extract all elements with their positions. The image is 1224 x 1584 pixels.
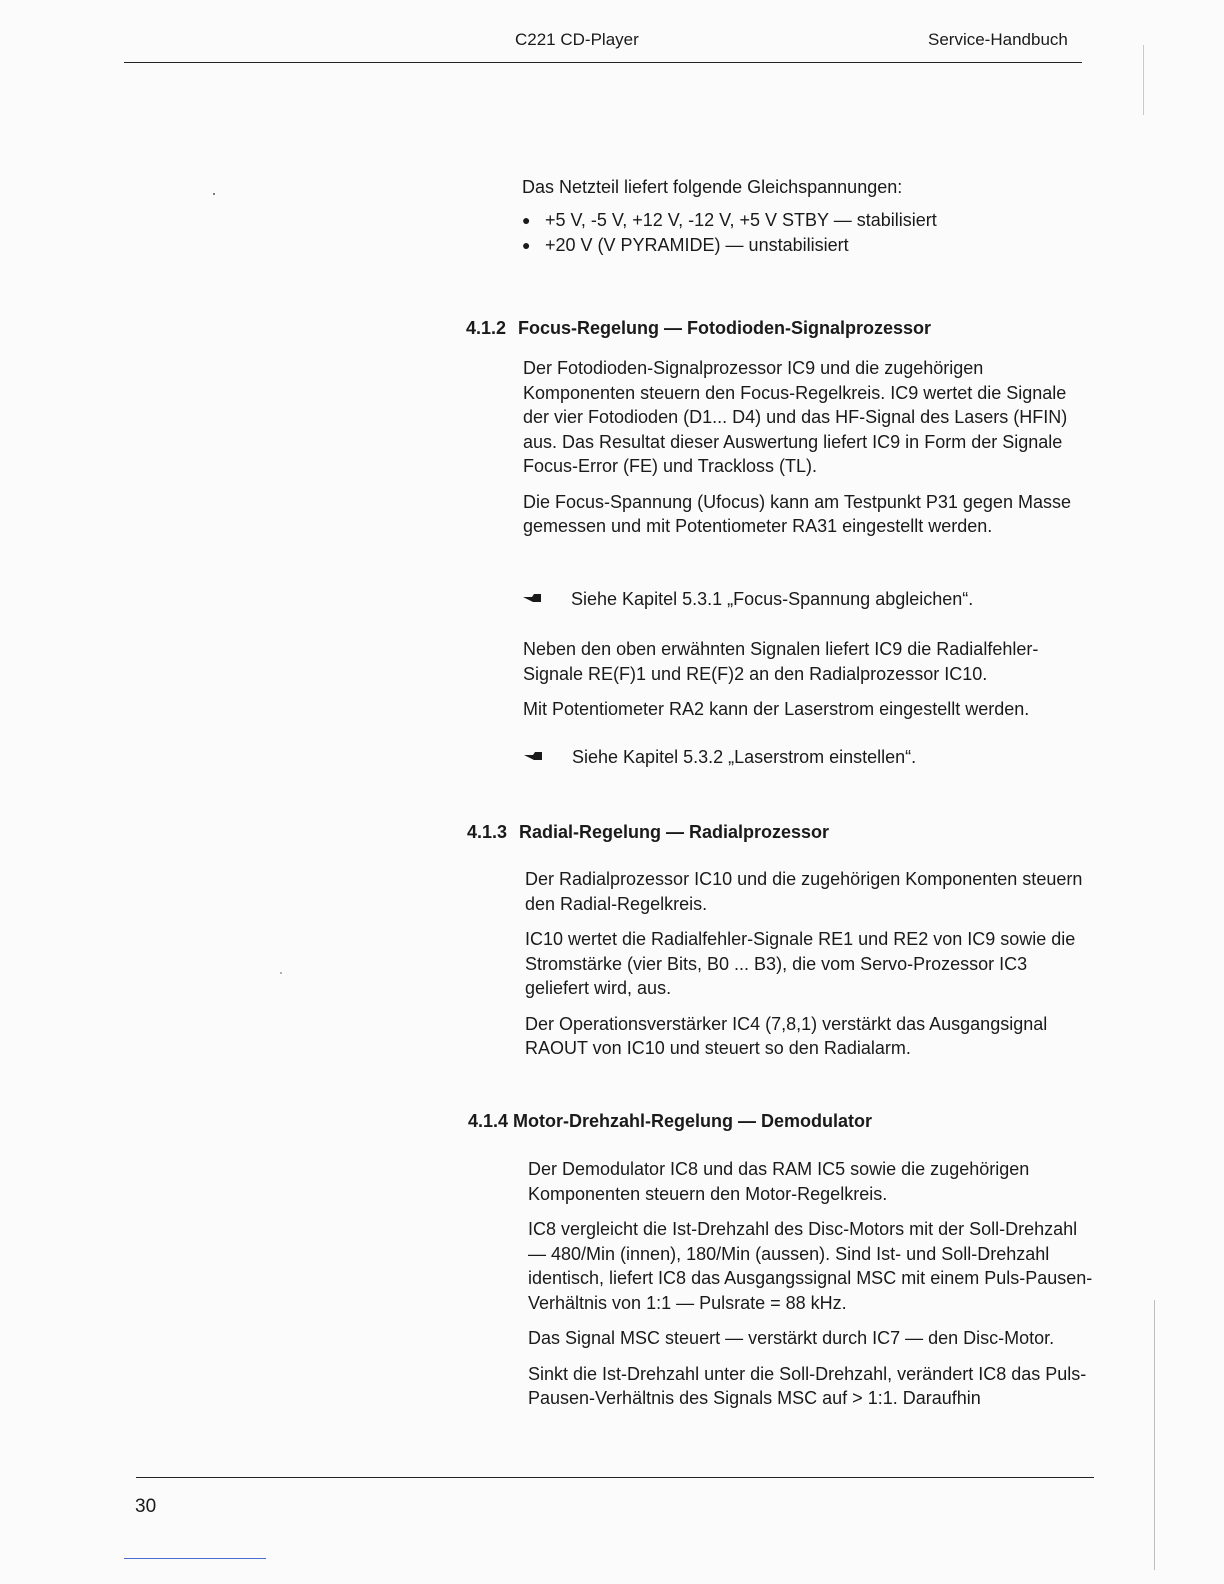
paragraph: Der Radialprozessor IC10 und die zugehörigen Komponenten steuern den Radial-Regelkreis.	[525, 869, 1083, 914]
paragraph: Das Signal MSC steuert — verstärkt durch IC7 — den Disc-Motor.	[528, 1328, 1055, 1348]
cross-reference-text: Siehe Kapitel 5.3.1 „Focus-Spannung abgleichen“.	[571, 589, 974, 609]
paragraph: Der Operationsverstärker IC4 (7,8,1) verstärkt das Ausgangsignal RAOUT von IC10 und steuert so den Radialarm.	[525, 1013, 1048, 1058]
paragraph: IC10 wertet die Radialfehler-Signale RE1 und RE2 von IC9 sowie die Stromstärke (vier Bits, B0 ... B3), die vom Servo-Prozessor IC3 geliefert wird, aus.	[525, 929, 1076, 998]
list-item	[522, 208, 1122, 233]
voltage-list	[522, 208, 1122, 258]
scan-edge-mark	[1143, 45, 1144, 115]
section-number: 4.1.3	[467, 822, 508, 842]
section-heading-4-1-2	[466, 318, 931, 339]
paragraph: Sinkt die Ist-Drehzahl unter die Soll-Drehzahl, verändert IC8 das Puls-Pausen-Verhältnis des Signals MSC auf > 1:1. Daraufhin	[528, 1363, 1087, 1408]
paragraph: Mit Potentiometer RA2 kann der Laserstrom eingestellt werden.	[523, 699, 1030, 719]
intro-text: Das Netzteil liefert folgende Gleichspannungen:	[522, 177, 903, 197]
paragraph: Die Focus-Spannung (Ufocus) kann am Testpunkt P31 gegen Masse gemessen und mit Potentiometer RA31 eingestellt werden.	[523, 491, 1071, 536]
header-title: C221 CD-Player	[515, 30, 639, 49]
intro-block	[522, 175, 1122, 258]
section-body-4-1-3	[525, 867, 1085, 1072]
section-body-4-1-4	[528, 1157, 1098, 1422]
scan-speck	[280, 972, 282, 974]
header-rule	[124, 62, 1082, 63]
list-item	[522, 233, 1122, 258]
paragraph: IC8 vergleicht die Ist-Drehzahl des Disc-Motors mit der Soll-Drehzahl — 480/Min (innen), 180/Min (aussen). Sind Ist- und Soll-Drehzahl identisch, liefert IC8 das Ausgangssignal MSC mit einem Puls-Pausen-Verhältnis von 1:1 — Pulsrate = 88 kHz.	[528, 1219, 1093, 1313]
bullet-text: +20 V (V PYRAMIDE) — unstabilisiert	[545, 234, 849, 255]
cross-reference-text: Siehe Kapitel 5.3.2 „Laserstrom einstellen“.	[572, 747, 917, 767]
section-number: 4.1.4	[468, 1111, 509, 1131]
scan-edge-mark	[1154, 1300, 1155, 1570]
section-title: Motor-Drehzahl-Regelung — Demodulator	[513, 1111, 872, 1131]
section-number: 4.1.2	[466, 318, 507, 338]
header-subtitle: Service-Handbuch	[928, 30, 1068, 49]
section-title: Focus-Regelung — Fotodioden-Signalprozessor	[518, 318, 932, 338]
section-body-4-1-2b	[523, 637, 1088, 733]
bullet-text: +5 V, -5 V, +12 V, -12 V, +5 V STBY — stabilisiert	[545, 209, 937, 230]
page-number: 30	[135, 1496, 157, 1517]
pointing-hand-icon	[524, 751, 543, 761]
section-heading-4-1-3	[467, 822, 829, 843]
paragraph: Der Fotodioden-Signalprozessor IC9 und die zugehörigen Komponenten steuern den Focus-Regelkreis. IC9 wertet die Signale der vier Fotodioden (D1... D4) und das HF-Signal des Lasers (HFIN) aus. Das Resultat dieser Auswertung liefert IC9 in Form der Signale Focus-Error (FE) und Trackloss (TL).	[523, 358, 1068, 476]
paragraph: Der Demodulator IC8 und das RAM IC5 sowie die zugehörigen Komponenten steuern den Motor-Regelkreis.	[528, 1159, 1030, 1204]
pointing-hand-icon	[523, 593, 542, 603]
section-title: Radial-Regelung — Radialprozessor	[519, 822, 830, 842]
bullet-icon: ●	[522, 211, 531, 228]
section-body-4-1-2a	[523, 356, 1088, 550]
scan-artifact-line	[124, 1558, 266, 1559]
bullet-icon: ●	[522, 236, 531, 253]
scan-speck	[213, 193, 215, 195]
footer-rule	[136, 1477, 1094, 1478]
section-heading-4-1-4	[468, 1111, 872, 1132]
paragraph: Neben den oben erwähnten Signalen liefert IC9 die Radialfehler-Signale RE(F)1 und RE(F)2 an den Radialprozessor IC10.	[523, 639, 1039, 684]
